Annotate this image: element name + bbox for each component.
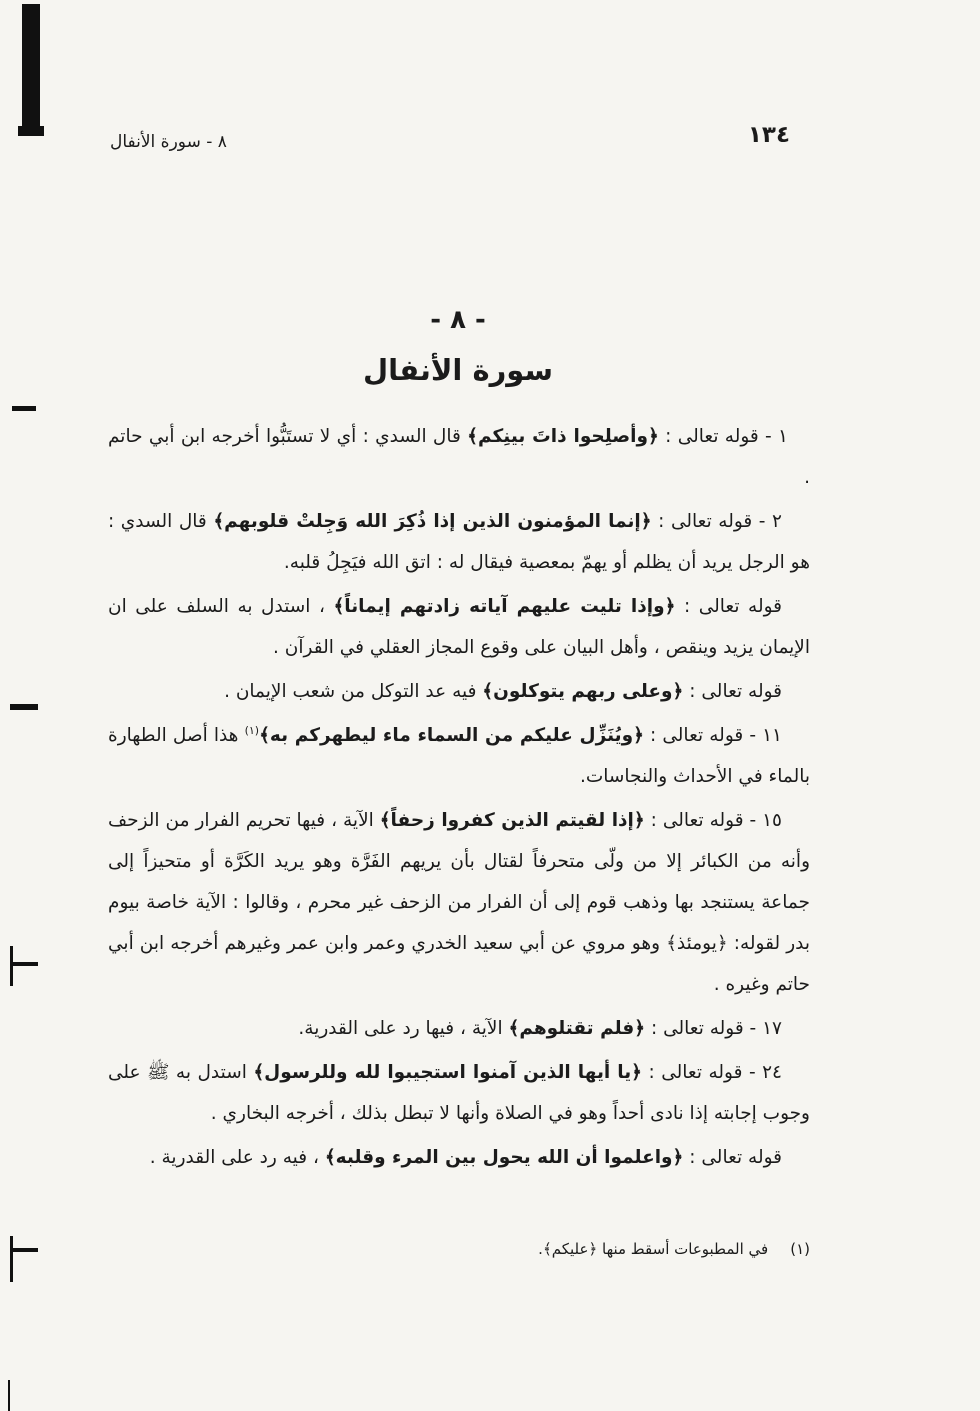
entry-text: استدل به ﷺ على وجوب إجابته إذا نادى أحداً وهو في الصلاة وأنها لا تبطل بذلك ، أخرجه البخاري . xyxy=(108,1062,810,1124)
scan-edge-mark xyxy=(10,704,38,710)
scan-edge-mark xyxy=(18,126,44,136)
quran-quote: ﴿وعلى ربهم يتوكلون﴾ xyxy=(482,681,684,702)
scan-edge-mark xyxy=(10,946,13,986)
entry-text: قال السدي : أي لا تستَبُّوا أخرجه ابن أبي حاتم . xyxy=(108,426,810,488)
scan-edge-mark xyxy=(10,1248,38,1252)
entry-lead: قوله تعالى : xyxy=(683,1147,782,1168)
chapter-title: سورة الأنفال xyxy=(363,353,553,387)
footnote-text: في المطبوعات أسقط منها ﴿عليكم﴾. xyxy=(538,1240,769,1258)
quran-quote: ﴿وأصلِحوا ذاتَ بينِكم﴾ xyxy=(467,426,659,447)
footnote-number: (١) xyxy=(790,1240,810,1258)
footnote xyxy=(490,1236,810,1262)
chapter-number: - ٨ - xyxy=(430,305,486,335)
verse-commentary xyxy=(108,800,810,1005)
quran-quote: ﴿إنما المؤمنون الذين إذا ذُكِرَ الله وَجِلتْ قلوبهم﴾ xyxy=(213,511,652,532)
verse-commentary xyxy=(108,1137,810,1178)
quran-quote: ﴿واعلموا أن الله يحول بين المرء وقلبه﴾ xyxy=(324,1147,684,1168)
scan-edge-mark xyxy=(10,1236,13,1282)
entry-text: الآية ، فيها تحريم الفرار من الزحف وأنه من الكبائر إلا من ولّى متحرفاً لقتال بأن يريهم الفَرَّة وهو يريد الكَرَّة أو متحيزاً إلى جماعة يستنجد بها وذهب قوم إلى أن الفرار من الزحف غير محرم ، وقالوا : الآية خاصة بيوم بدر لقوله: ﴿يومئذ﴾ وهو مروي عن أبي سعيد الخدري وعمر وابن عمر وغيرهم أخرجه ابن أبي حاتم وغيره . xyxy=(108,810,810,995)
entry-text: قال السدي : هو الرجل يريد أن يظلم أو يهمّ بمعصية فيقال له : اتق الله فيَجِلُ قلبه. xyxy=(108,511,810,573)
entry-text: الآية ، فيها رد على القدرية. xyxy=(298,1018,509,1039)
entry-lead: قوله تعالى : xyxy=(683,681,782,702)
scan-edge-mark xyxy=(10,962,38,966)
entry-lead: ١٥ - قوله تعالى : xyxy=(644,810,782,831)
entry-text: فيه عد التوكل من شعب الإيمان . xyxy=(224,681,483,702)
quran-quote: ﴿فلم تقتلوهم﴾ xyxy=(508,1018,646,1039)
entry-text: هذا أصل الطهارة بالماء في الأحداث والنجاسات. xyxy=(108,725,810,787)
quran-quote: ﴿ويُنَزِّل عليكم من السماء ماء ليطهركم به﴾ xyxy=(259,725,644,746)
entry-lead: قوله تعالى : xyxy=(675,596,782,617)
page-number: ١٣٤ xyxy=(747,122,790,148)
commentary-body xyxy=(108,416,810,1181)
entry-lead: ٢ - قوله تعالى : xyxy=(651,511,782,532)
quran-quote: ﴿يا أيها الذين آمنوا استجيبوا لله وللرسول﴾ xyxy=(253,1062,643,1083)
verse-commentary xyxy=(108,671,810,712)
verse-commentary xyxy=(108,1008,810,1049)
entry-text: ، استدل به السلف على ان الإيمان يزيد وينقص ، وأهل البيان على وقوع المجاز العقلي في القرآن . xyxy=(108,596,810,658)
verse-commentary xyxy=(108,416,810,498)
footnote-reference: (١) xyxy=(244,723,260,737)
scan-edge-mark xyxy=(12,406,36,411)
running-header xyxy=(110,120,790,160)
verse-commentary xyxy=(108,1052,810,1134)
scan-edge-mark xyxy=(22,4,40,126)
scan-edge-mark xyxy=(8,1380,10,1411)
entry-lead: ١٧ - قوله تعالى : xyxy=(645,1018,782,1039)
quran-quote: ﴿وإذا تليت عليهم آياته زادتهم إيماناً﴾ xyxy=(333,596,676,617)
verse-commentary xyxy=(108,715,810,797)
entry-text: ، فيه رد على القدرية . xyxy=(149,1147,325,1168)
entry-lead: ٢٤ - قوله تعالى : xyxy=(642,1062,782,1083)
entry-lead: ١ - قوله تعالى : xyxy=(658,426,788,447)
verse-commentary xyxy=(108,501,810,583)
quran-quote: ﴿إذا لقيتم الذين كفروا زحفاً﴾ xyxy=(379,810,645,831)
verse-commentary xyxy=(108,586,810,668)
entry-lead: ١١ - قوله تعالى : xyxy=(643,725,782,746)
running-section-title: ٨ - سورة الأنفال xyxy=(110,132,227,152)
